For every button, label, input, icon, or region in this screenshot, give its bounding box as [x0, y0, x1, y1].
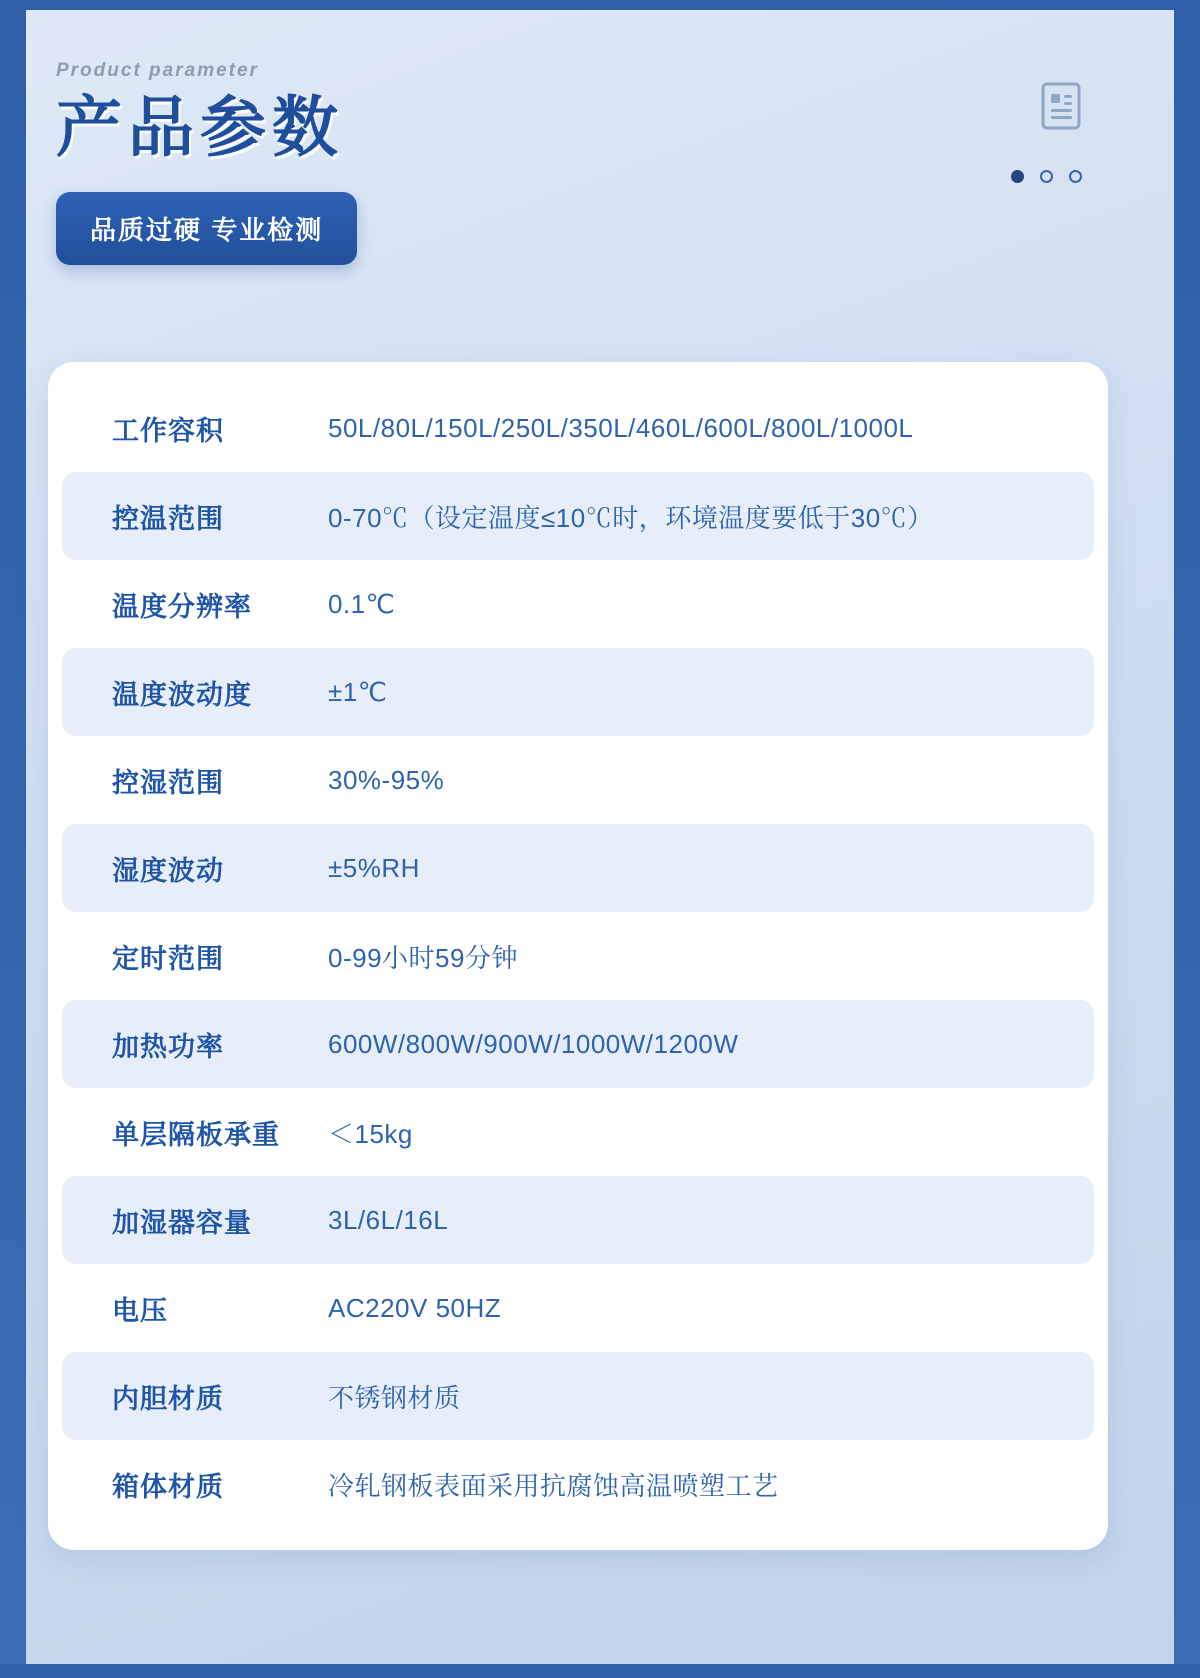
table-row — [62, 560, 1094, 648]
table-row — [62, 736, 1094, 824]
param-label: 箱体材质 — [112, 1471, 224, 1502]
param-value: 0.1℃ — [328, 588, 396, 619]
document-icon — [1040, 82, 1082, 130]
top-accent-bar — [0, 0, 1200, 10]
page-dot-2[interactable] — [1040, 170, 1053, 183]
quality-badge: 品质过硬 专业检测 — [56, 192, 357, 265]
param-label: 加热功率 — [112, 1031, 224, 1062]
table-row — [62, 1088, 1094, 1176]
table-row — [62, 648, 1094, 736]
page-header — [56, 60, 1056, 265]
param-value: 3L/6L/16L — [328, 1204, 449, 1235]
param-value: 0-70℃（设定温度≤10℃时，环境温度要低于30℃） — [328, 502, 934, 533]
table-row — [62, 1440, 1094, 1528]
param-label: 湿度波动 — [112, 855, 224, 886]
table-row — [62, 824, 1094, 912]
param-label: 温度波动度 — [112, 679, 252, 710]
table-row — [62, 1000, 1094, 1088]
page-indicator-dots[interactable] — [1011, 170, 1082, 183]
page-dot-1[interactable] — [1011, 170, 1024, 183]
param-value: 600W/800W/900W/1000W/1200W — [328, 1028, 739, 1059]
param-label: 加湿器容量 — [112, 1207, 252, 1238]
table-row — [62, 912, 1094, 1000]
param-value: 50L/80L/150L/250L/350L/460L/600L/800L/1000L — [328, 412, 914, 443]
table-row — [62, 384, 1094, 472]
param-label: 工作容积 — [112, 415, 224, 446]
param-value: AC220V 50HZ — [328, 1292, 502, 1323]
param-label: 温度分辨率 — [112, 591, 252, 622]
param-value: ±5%RH — [328, 852, 420, 883]
parameter-table — [48, 362, 1108, 1550]
param-value: 30%-95% — [328, 764, 445, 795]
param-label: 内胆材质 — [112, 1383, 224, 1414]
param-label: 电压 — [112, 1295, 168, 1326]
param-label: 控温范围 — [112, 503, 224, 534]
page-dot-3[interactable] — [1069, 170, 1082, 183]
param-label: 单层隔板承重 — [112, 1119, 280, 1150]
table-row — [62, 472, 1094, 560]
param-value: 冷轧钢板表面采用抗腐蚀高温喷塑工艺 — [328, 1470, 779, 1501]
page-eyebrow: Product parameter — [56, 60, 259, 81]
param-value: ±1℃ — [328, 676, 388, 707]
table-row — [62, 1264, 1094, 1352]
right-accent-edge — [1174, 0, 1200, 1678]
table-row — [62, 1352, 1094, 1440]
left-accent-edge — [0, 0, 26, 1678]
bottom-accent-bar — [0, 1664, 1200, 1678]
param-value: 不锈钢材质 — [328, 1382, 461, 1413]
param-label: 定时范围 — [112, 943, 224, 974]
param-value: 0-99小时59分钟 — [328, 942, 518, 973]
table-row — [62, 1176, 1094, 1264]
param-value: ＜15kg — [328, 1118, 413, 1149]
param-label: 控湿范围 — [112, 767, 224, 798]
page-title: 产品参数 — [56, 90, 344, 164]
